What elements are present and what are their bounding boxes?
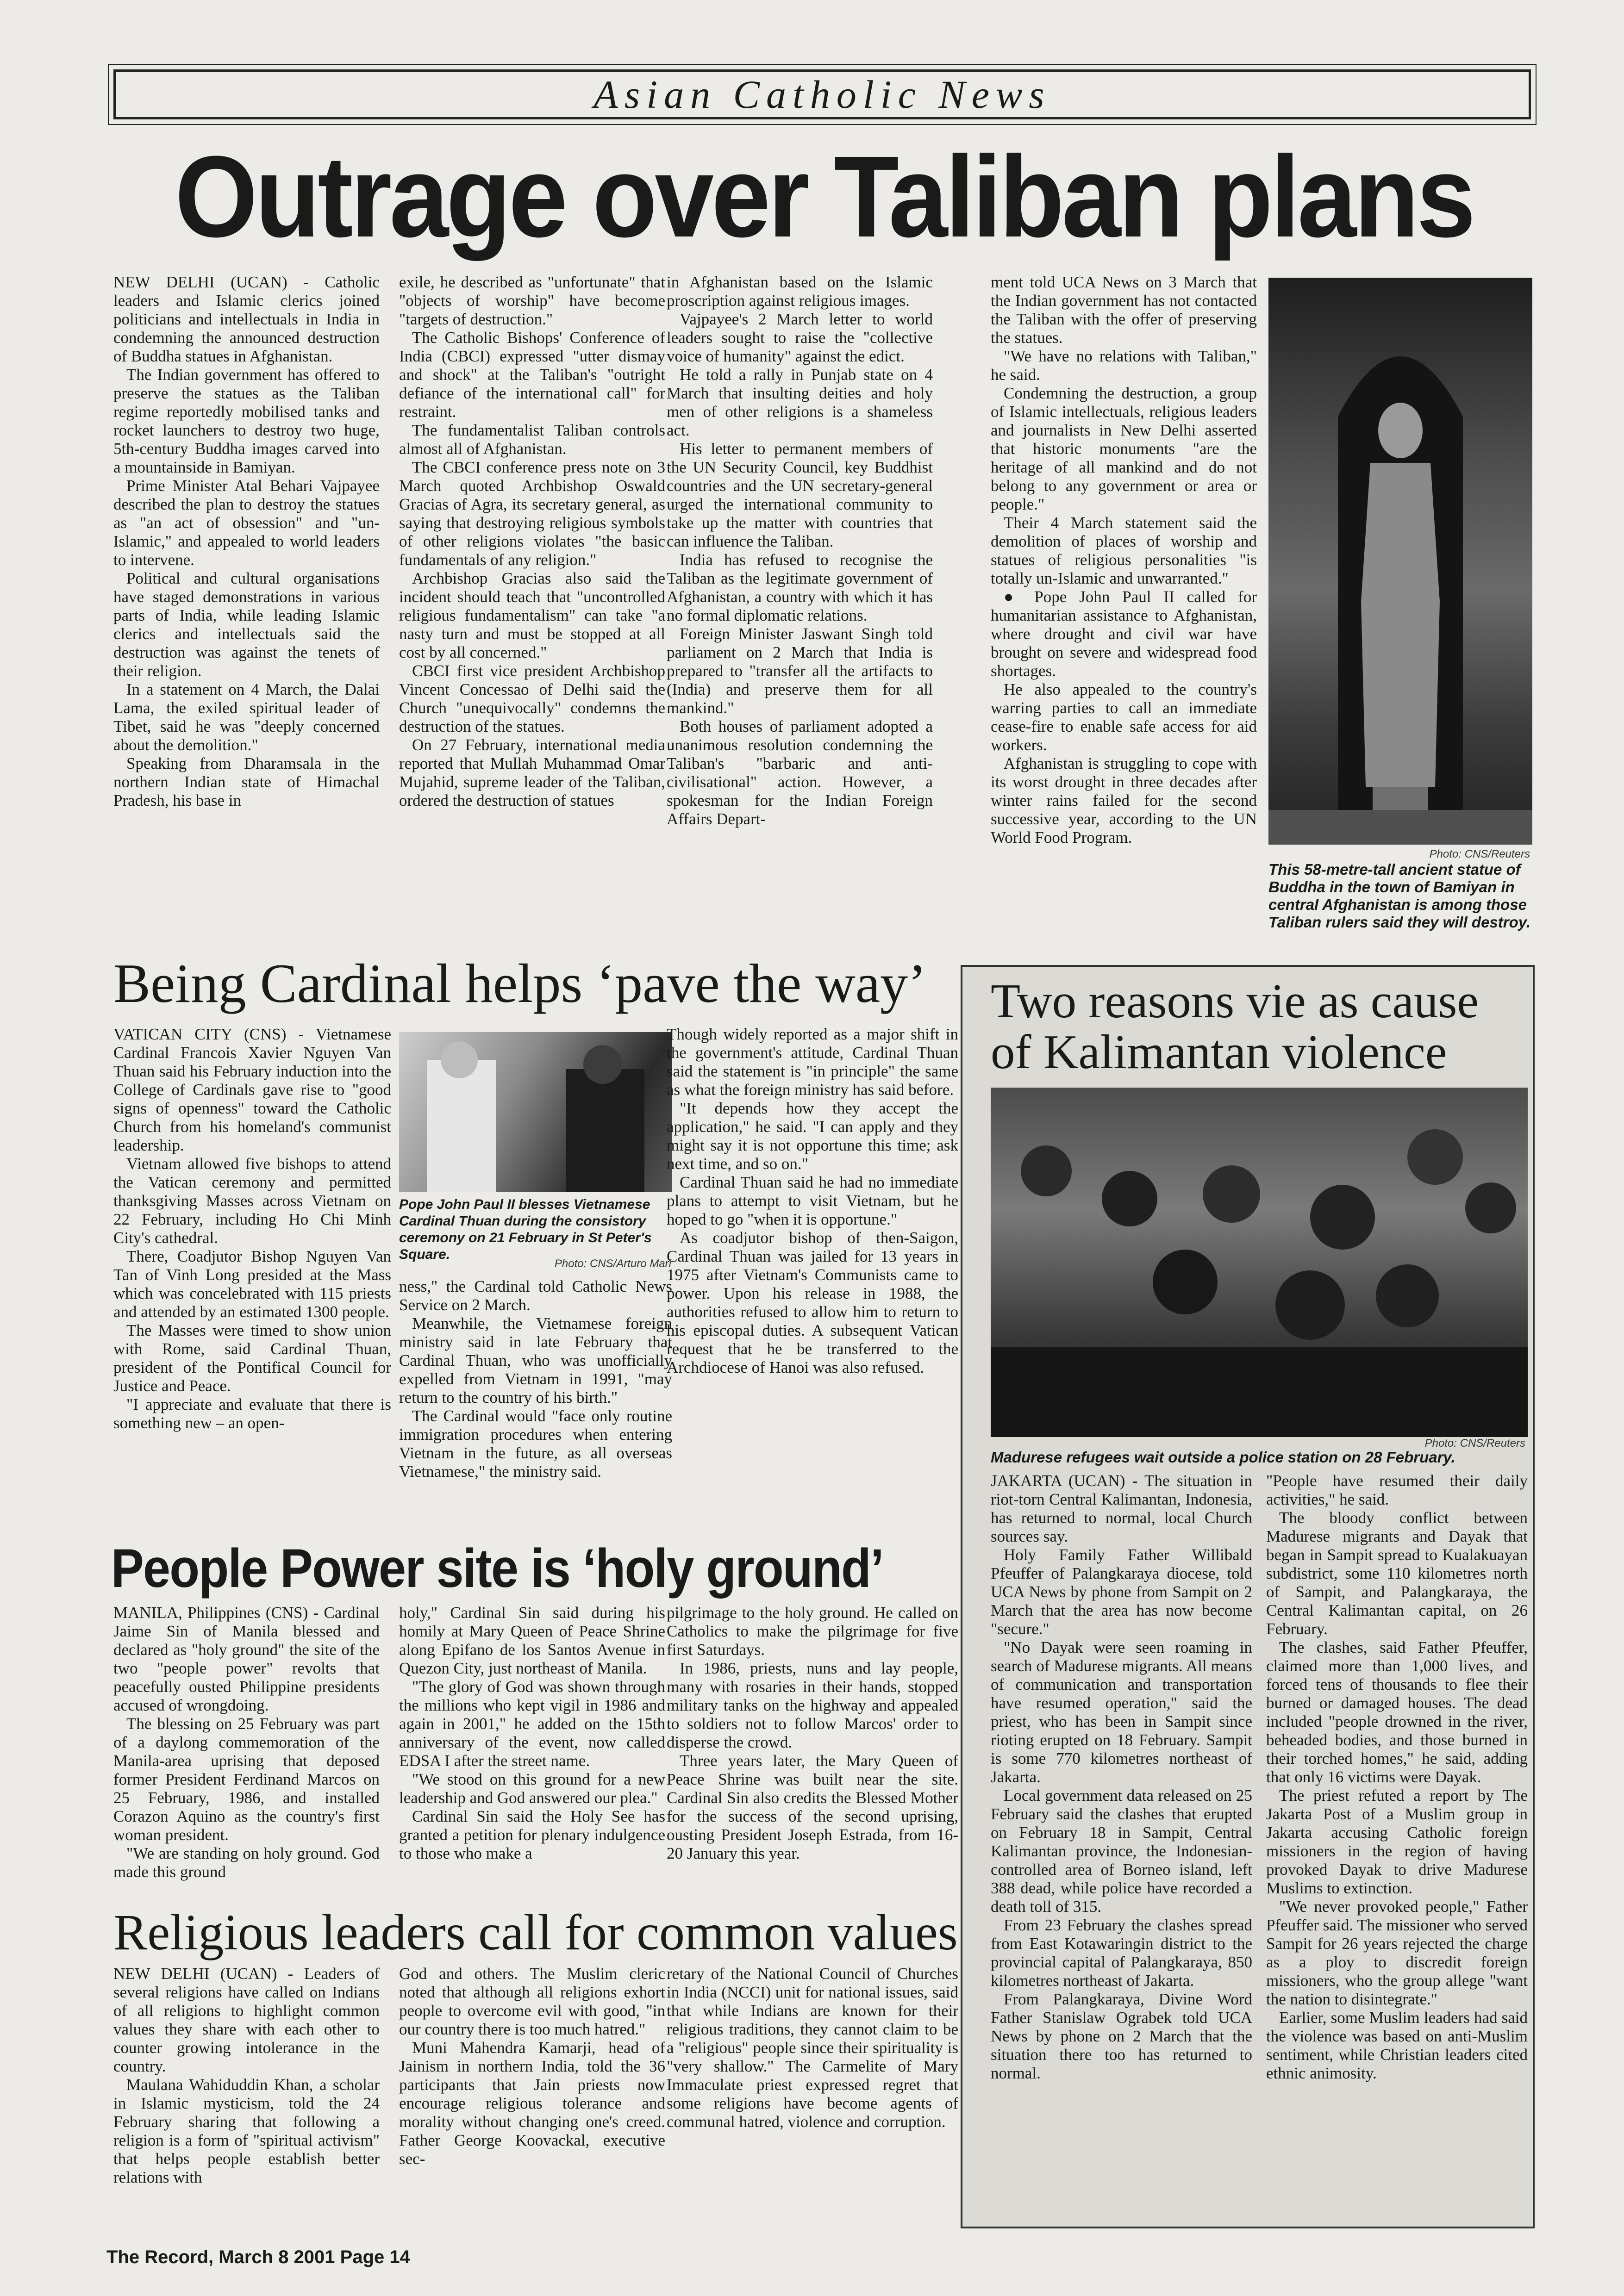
taliban-column-1 [113,273,380,935]
taliban-column-2 [399,273,665,935]
paragraph: He also appealed to the country's warring parties to call an immediate cease-fire to enable safe access for aid workers. [991,680,1257,754]
paragraph: Cardinal Thuan said he had no immediate plans to attempt to visit Vietnam, but he hoped to go "when it is opportune." [667,1173,958,1228]
paragraph: From 23 February the clashes spread from East Kotawaringin district to the provincial capital of Palangkaraya, 850 kilometres northeast of Jakarta. [991,1916,1252,1990]
paragraph: NEW DELHI (UCAN) - Catholic leaders and Islamic clerics joined politicians and intellectuals in India in condemning the announced destruction of Buddha statues in Afghanistan. [113,273,380,365]
paragraph: exile, he described as "unfortunate" that "objects of worship" have become "targets of destruction." [399,273,665,328]
paragraph: Though widely reported as a major shift in the government's attitude, Cardinal Thuan said the statement is "in principle" the same as what the foreign ministry has said before. [667,1025,958,1099]
paragraph: The Masses were timed to show union with Rome, said Cardinal Thuan, president of the Pontifical Council for Justice and Peace. [113,1321,391,1395]
paragraph: The priest refuted a report by The Jakarta Post of a Muslim group in Jakarta accusing Catholic foreign missioners in the region of having provoked Dayak to drive Madurese Muslims to extinction. [1266,1786,1528,1897]
buddha-photo-caption: This 58-metre-tall ancient statue of Buddha in the town of Bamiyan in central Afghanistan is among those Taliban rulers said they will destroy. [1268,861,1531,931]
paragraph: On 27 February, international media reported that Mullah Muhammad Omar Mujahid, supreme leader of the Taliban, ordered the destruction of statues [399,736,665,809]
paragraph: Meanwhile, the Vietnamese foreign ministry said in late February that Cardinal Thuan, who was unofficially expelled from Vietnam in 1991, "may return to the country of his birth." [399,1314,672,1406]
paragraph: "We never provoked people," Father Pfeuffer said. The missioner who served Sampit for 26 years rejected the charge as a ploy to discredit foreign missioners, who the group allege "want the nation to disintegrate." [1266,1898,1528,2008]
people-power-headline: People Power site is ‘holy ground’ [111,1538,883,1599]
paragraph: In 1986, priests, nuns and lay people, many with rosaries in their hands, stopped military tanks on the highway and appealed to soldiers not to follow Marcos' order to disperse the crowd. [667,1659,958,1751]
paragraph: retary of the National Council of Churches in India (NCCI) unit for national issues, said that while Indians are known for their religious traditions, they cannot claim to be a "religious" people since their spirituality is "very shallow." The Carmelite of Mary Immaculate priest expressed regret that some religions have become agents of communal hatred, violence and corruption. [667,1965,958,2131]
paragraph: ment told UCA News on 3 March that the Indian government has not contacted the Taliban with the offer of preserving the statues. [991,273,1257,347]
paragraph: ● Pope John Paul II called for humanitarian assistance to Afghanistan, where drought and civil war have brought on severe and widespread food shortages. [991,588,1257,680]
paragraph: "We have no relations with Taliban," he said. [991,347,1257,384]
people-power-column-1 [113,1604,380,1895]
paragraph: As coadjutor bishop of then-Saigon, Cardinal Thuan was jailed for 13 years in 1975 after Vietnam's Communists came to power. Upon his release in 1988, the authorities refused to allow him to return to his episcopal duties. A subsequent Vatican request that he be transferred to the Archdiocese of Hanoi was also refused. [667,1229,958,1376]
paragraph: His letter to permanent members of the UN Security Council, key Buddhist countries and the UN secretary-general urged the international community to take up the matter with countries that can influence the Taliban. [667,440,933,550]
paragraph: Foreign Minister Jaswant Singh told parliament on 2 March that India is prepared to "transfer all the artifacts to (India) and preserve them for all mankind." [667,625,933,717]
cardinal-column-3 [667,1025,958,1520]
paragraph: "I appreciate and evaluate that there is something new – an open- [113,1395,391,1432]
paragraph: In a statement on 4 March, the Dalai Lama, the exiled spiritual leader of Tibet, said he was "deeply concerned about the demolition." [113,680,380,754]
paragraph: ness," the Cardinal told Catholic News Service on 2 March. [399,1277,672,1314]
paragraph: Muni Mahendra Kamarji, head of Jainism in northern India, told the 36 participants that Jain priests now encourage religious tolerance and morality without changing one's creed. Father George Koovackal, executive sec- [399,2039,665,2168]
paragraph: pilgrimage to the holy ground. He called on Catholics to make the pilgrimage for five first Saturdays. [667,1604,958,1659]
pope-blessing-illustration [399,1032,672,1192]
paragraph: The CBCI conference press note on 3 March quoted Archbishop Oswald Gracias of Agra, its secretary general, as saying that destroying religious symbols of other religions violates "the basic fundamentals of any religion." [399,458,665,569]
paragraph: Earlier, some Muslim leaders had said the violence was based on anti-Muslim sentiment, while Christian leaders cited ethnic animosity. [1266,2009,1528,2082]
paragraph: "No Dayak were seen roaming in search of Madurese migrants. All means of communication and transportation have resumed operation," said the priest, who has been in Sampit since rioting erupted on 18 February. Sampit is some 770 kilometres northeast of Jakarta. [991,1638,1252,1786]
paragraph: Their 4 March statement said the demolition of places of worship and statues of religious personalities "is totally un-Islamic and unwarranted." [991,514,1257,587]
paragraph: The Cardinal would "face only routine immigration procedures when entering Vietnam in the future, as all overseas Vietnamese," the ministry said. [399,1407,672,1481]
paragraph: holy," Cardinal Sin said during his homily at Mary Queen of Peace Shrine along Epifano de los Santos Avenue in Quezon City, just northeast of Manila. [399,1604,665,1677]
paragraph: Prime Minister Atal Behari Vajpayee described the plan to destroy the statues as "an act of obsession" and "un-Islamic," and appealed to world leaders to intervene. [113,477,380,569]
kalimantan-column-1 [991,1472,1252,2221]
paragraph: Condemning the destruction, a group of Islamic intellectuals, religious leaders and journalists in New Delhi asserted that historic monuments "are the heritage of all mankind and do not belong to any government or area or people." [991,384,1257,513]
paragraph: The fundamentalist Taliban controls almost all of Afghanistan. [399,421,665,458]
paragraph: Cardinal Sin said the Holy See has granted a petition for plenary indulgence to those who make a [399,1807,665,1862]
paragraph: Holy Family Father Willibald Pfeuffer of Palangkaraya diocese, told UCA News by phone from Sampit on 2 March that the area has now become "secure." [991,1546,1252,1638]
cardinal-headline: Being Cardinal helps ‘pave the way’ [113,952,927,1014]
paragraph: Archbishop Gracias also said the incident should teach that "uncontrolled religious fundamentalism" can take "a nasty turn and must be stopped at all cost by all concerned." [399,569,665,661]
paragraph: CBCI first vice president Archbishop Vincent Concessao of Delhi said the Church "unequivocally" condemns the destruction of the statues. [399,662,665,735]
paragraph: "We are standing on holy ground. God made this ground [113,1844,380,1881]
cardinal-column-2 [399,1277,672,1523]
people-power-column-2 [399,1604,665,1895]
refugees-photo [991,1088,1528,1437]
kalimantan-headline-line-2: of Kalimantan violence [991,1025,1447,1079]
taliban-column-3 [667,273,933,935]
paragraph: Local government data released on 25 February said the clashes that erupted on February 18 in Sampit, Central Kalimantan province, the Indonesian-controlled area of Borneo island, left 388 dead, while police have recorded a death toll of 315. [991,1786,1252,1916]
refugees-crowd-illustration [991,1088,1528,1437]
cardinal-column-1 [113,1025,391,1520]
paragraph: The clashes, said Father Pfeuffer, claimed more than 1,000 lives, and forced tens of thousands to flee their burned or damaged houses. The dead included "people drowned in the river, beheaded bodies, and those burned in their torched homes," he said, adding that only 16 victims were Dayak. [1266,1638,1528,1786]
paragraph: There, Coadjutor Bishop Nguyen Van Tan of Vinh Long presided at the Mass which was concelebrated with 115 priests and attended by an estimated 1300 people. [113,1247,391,1321]
paragraph: Maulana Wahiduddin Khan, a scholar in Islamic mysticism, told the 24 February sharing that following a religion is a form of "spiritual activism" that helps people establish better relations with [113,2076,380,2186]
refugees-photo-caption: Madurese refugees wait outside a police station on 28 February. [991,1449,1455,1466]
religious-headline: Religious leaders call for common values [113,1904,958,1960]
taliban-column-4 [991,273,1257,935]
kalimantan-column-2 [1266,1472,1528,2221]
paragraph: JAKARTA (UCAN) - The situation in riot-torn Central Kalimantan, Indonesia, has returned to normal, local Church sources say. [991,1472,1252,1545]
paragraph: The Indian government has offered to preserve the statues as the Taliban regime reportedly mobilised tanks and rocket launchers to destroy two huge, 5th-century Buddha images carved into a mountainside in Bamiyan. [113,366,380,476]
paragraph: From Palangkaraya, Divine Word Father Stanislaw Ograbek told UCA News by phone on 2 March that the situation there too has returned to normal. [991,1990,1252,2082]
paragraph: "The glory of God was shown through the millions who kept vigil in 1986 and again in 2001," he added on the 15th anniversary of the event, now called EDSA I after the street name. [399,1678,665,1770]
religious-column-1 [113,1965,380,2233]
paragraph: Afghanistan is struggling to cope with its worst drought in three decades after winter rains failed for the second successive year, according to the UN World Food Program. [991,754,1257,846]
pope-photo-credit: Photo: CNS/Arturo Mari [554,1257,671,1270]
paragraph: MANILA, Philippines (CNS) - Cardinal Jaime Sin of Manila blessed and declared as "holy ground" the site of the two "people power" revolts that peacefully ousted Philippine presidents accused of wrongdoing. [113,1604,380,1714]
paragraph: Political and cultural organisations have staged demonstrations in various parts of India, while leading Islamic clerics and intellectuals said the destruction was against the tenets of their religion. [113,569,380,680]
paragraph: VATICAN CITY (CNS) - Vietnamese Cardinal Francois Xavier Nguyen Van Thuan said his February induction into the College of Cardinals gave rise to "good signs of openness" toward the Catholic Church from his homeland's communist leadership. [113,1025,391,1154]
main-headline: Outrage over Taliban plans [175,132,1474,261]
masthead: Asian Catholic News [113,69,1531,119]
paragraph: He told a rally in Punjab state on 4 March that insulting deities and holy men of other religions is a shameless act. [667,366,933,439]
paragraph: Three years later, the Mary Queen of Peace Shrine was built near the site. Cardinal Sin also credits the Blessed Mother for the success of the second uprising, ousting President Joseph Estrada, from 16-20 January this year. [667,1752,958,1862]
paragraph: NEW DELHI (UCAN) - Leaders of several religions have called on Indians of all religions to highlight common values they share with each other to counter growing intolerance in the country. [113,1965,380,2075]
paragraph: "People have resumed their daily activities," he said. [1266,1472,1528,1508]
religious-column-3 [667,1965,958,2233]
page-footer: The Record, March 8 2001 Page 14 [106,2247,410,2267]
pope-blessing-photo [399,1032,672,1192]
paragraph: "It depends how they accept the application," he said. "I can apply and they might say it is not opportune this time; ask next time, and so on." [667,1099,958,1173]
paragraph: The Catholic Bishops' Conference of India (CBCI) expressed "utter dismay and shock" at the Taliban's "outright defiance of the international call" for restraint. [399,329,665,421]
pope-photo-caption: Pope John Paul II blesses Vietnamese Cardinal Thuan during the consistory ceremony on 21 February in St Peter's Square. [399,1197,652,1262]
kalimantan-headline-line-1: Two reasons vie as cause [991,974,1479,1028]
paragraph: The blessing on 25 February was part of a daylong commemoration of the Manila-area uprising that deposed former President Ferdinand Marcos on 25 February, 1986, and installed Corazon Aquino as the country's first woman president. [113,1715,380,1844]
buddha-statue-illustration [1268,278,1532,845]
paragraph: Both houses of parliament adopted a unanimous resolution condemning the Taliban's "barbaric and anti-civilisational" action. However, a spokesman for the Indian Foreign Affairs Depart- [667,717,933,828]
paragraph: in Afghanistan based on the Islamic proscription against religious images. [667,273,933,310]
buddha-photo-credit: Photo: CNS/Reuters [1429,848,1530,860]
paragraph: Vietnam allowed five bishops to attend the Vatican ceremony and permitted thanksgiving Masses across Vietnam on 22 February, including Ho Chi Minh City's cathedral. [113,1155,391,1247]
buddha-statue-photo [1268,278,1532,845]
paragraph: Speaking from Dharamsala in the northern Indian state of Himachal Pradesh, his base in [113,754,380,809]
religious-column-2 [399,1965,665,2233]
paragraph: "We stood on this ground for a new leadership and God answered our plea." [399,1770,665,1807]
people-power-column-3 [667,1604,958,1895]
paragraph: God and others. The Muslim cleric noted that although all religions exhort people to overcome evil with good, "in our country there is too much hatred." [399,1965,665,2038]
paragraph: Vajpayee's 2 March letter to world leaders sought to raise the "collective voice of humanity" against the edict. [667,310,933,365]
refugees-photo-credit: Photo: CNS/Reuters [1424,1437,1525,1450]
paragraph: The bloody conflict between Madurese migrants and Dayak that began in Sampit spread to Kualakuayan subdistrict, some 110 kilometres north of Sampit, and Palangkaraya, the Central Kalimantan capital, on 26 February. [1266,1509,1528,1638]
paragraph: India has refused to recognise the Taliban as the legitimate government of Afghanistan, a country with which it has no formal diplomatic relations. [667,551,933,624]
